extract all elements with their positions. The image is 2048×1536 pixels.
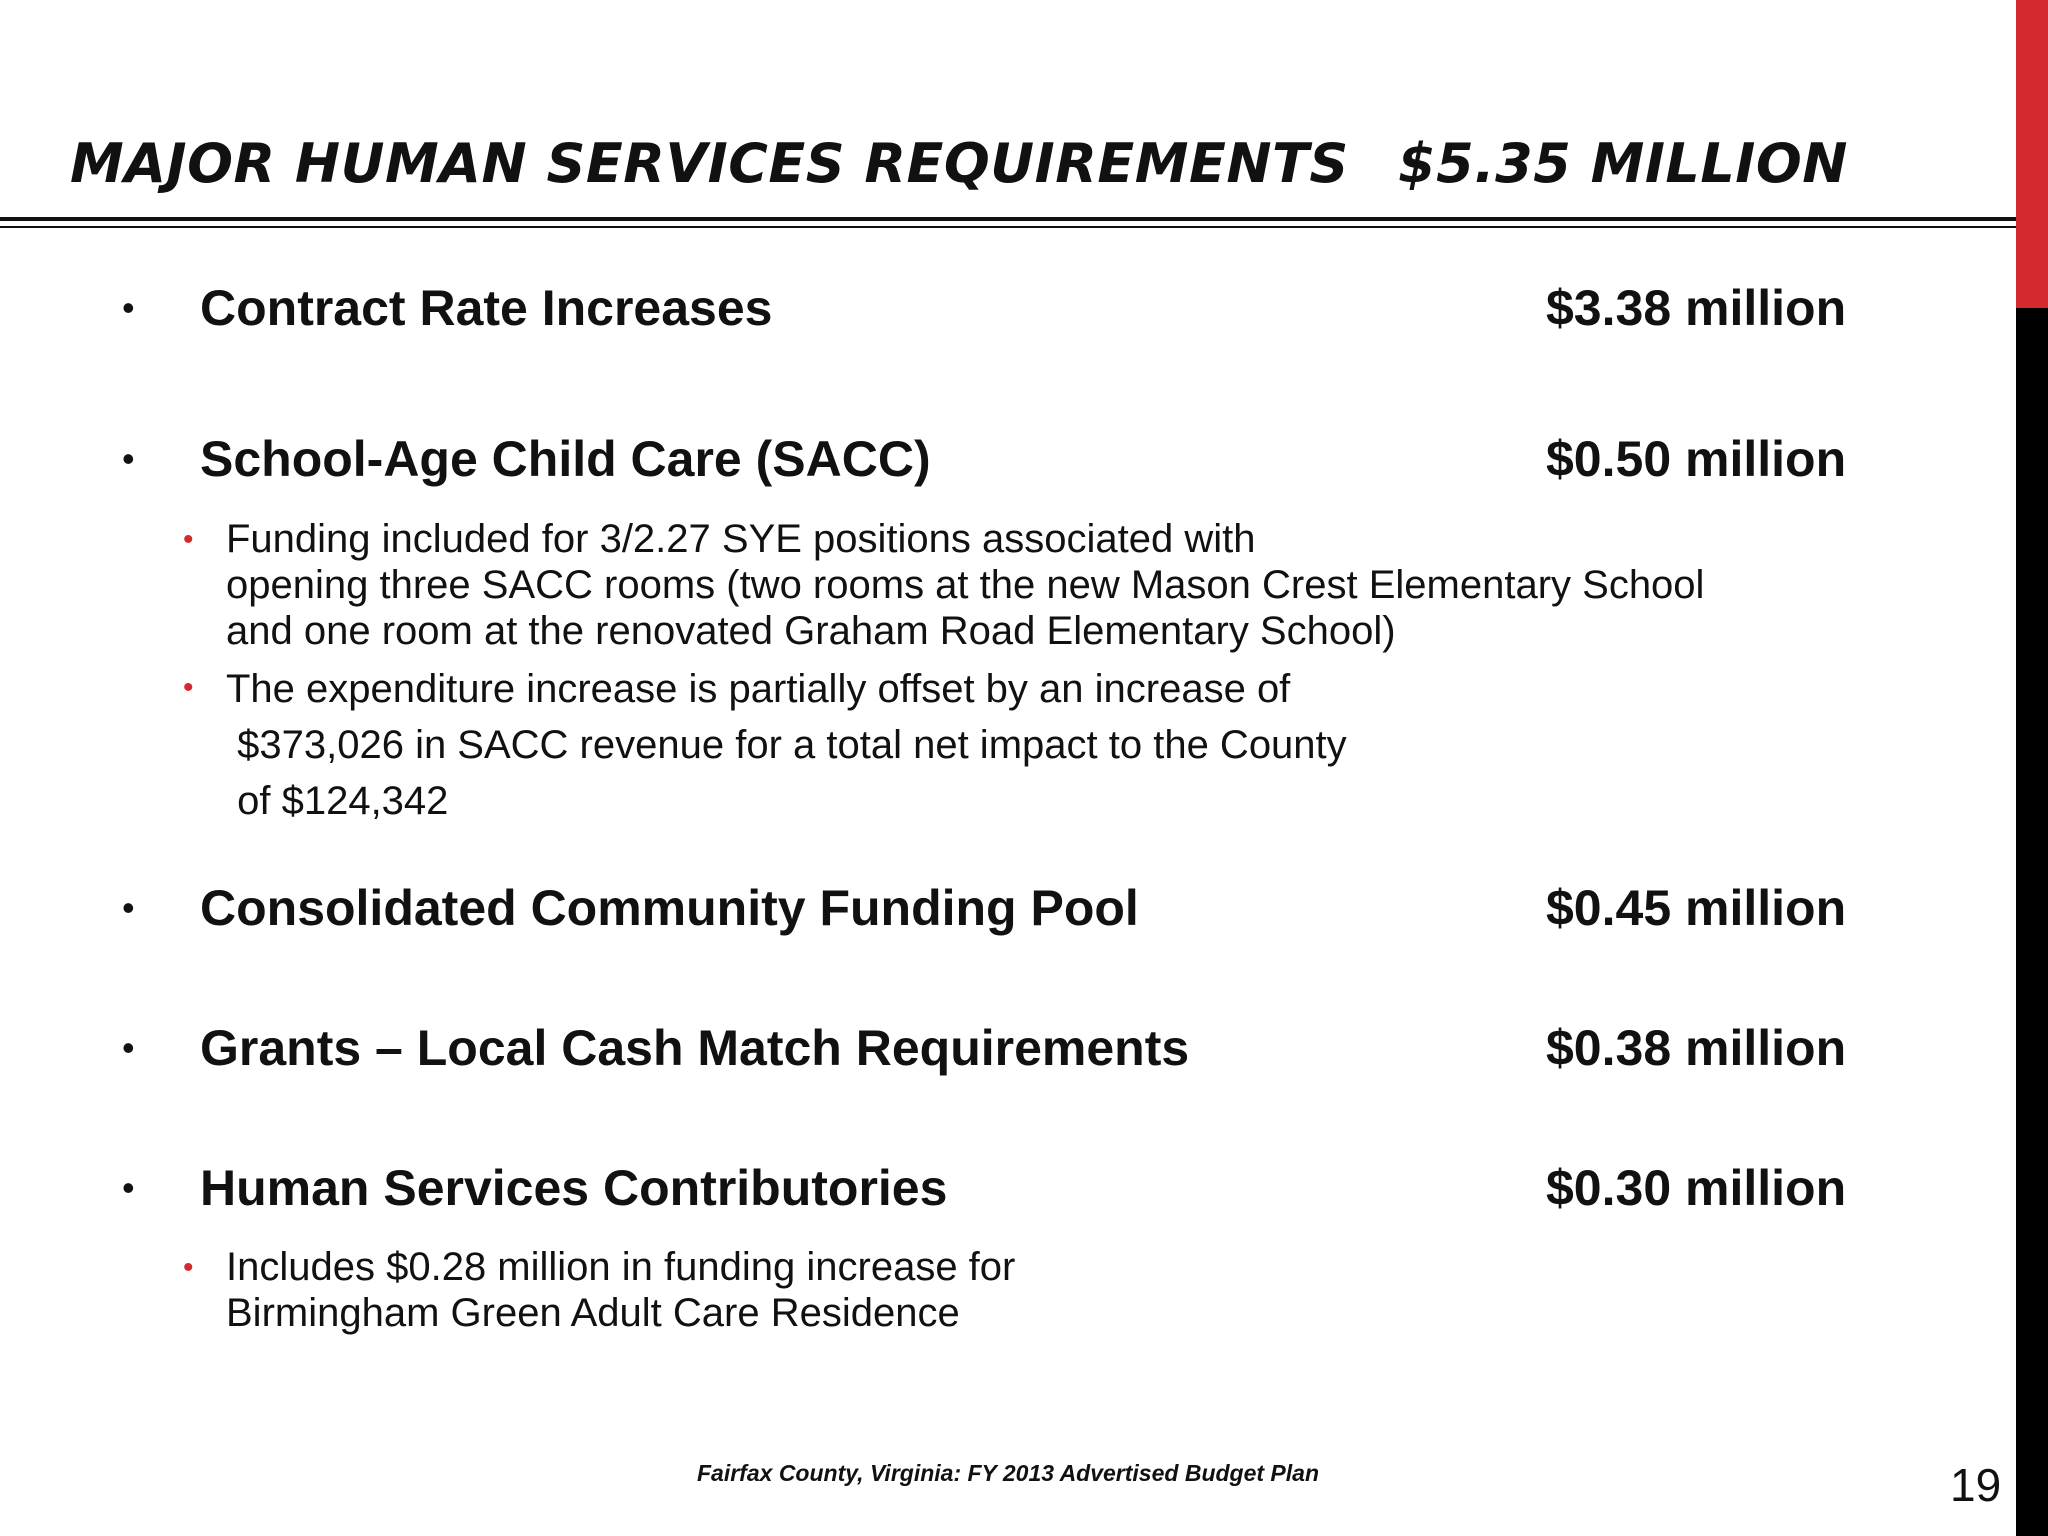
sacc-detail-offset: The expenditure increase is partially offset by an increase of $373,026 in SACC revenue for a total net impact to the County of $124,342 <box>226 667 1347 823</box>
slide-footer: Fairfax County, Virginia: FY 2013 Advertised Budget Plan <box>697 1460 1319 1486</box>
bullet: • <box>122 887 135 928</box>
bullet: • <box>122 1027 135 1068</box>
sub-bullet: • <box>183 523 194 556</box>
title-divider-thin <box>0 226 2016 228</box>
page-number: 19 <box>1950 1459 2002 1511</box>
item-amount-sacc: $0.50 million <box>1546 431 1847 487</box>
side-bar-accent-black <box>2016 308 2048 1536</box>
title-divider-thick <box>0 217 2016 221</box>
sacc-detail-positions: Funding included for 3/2.27 SYE positions associated with opening three SACC rooms (two rooms at the new Mason Crest Elementary School and one room at the renovated Graham Road Elementary School) <box>226 517 1705 653</box>
sub-bullet: • <box>183 671 194 704</box>
item-label-sacc: School-Age Child Care (SACC) <box>200 431 931 487</box>
item-label-grants: Grants – Local Cash Match Requirements <box>200 1020 1190 1076</box>
bullet: • <box>122 1167 135 1208</box>
slide-title: MAJOR HUMAN SERVICES REQUIREMENTS <box>70 132 1349 195</box>
sub-bullet: • <box>183 1251 194 1284</box>
bullet: • <box>122 287 135 328</box>
item-amount-ccfp: $0.45 million <box>1546 880 1847 936</box>
item-label-contributories: Human Services Contributories <box>200 1160 948 1216</box>
slide-title-total: $5.35 MILLION <box>1398 132 1848 195</box>
side-bar-accent-red <box>2016 0 2048 308</box>
item-amount-contract-rate: $3.38 million <box>1546 280 1847 336</box>
item-label-ccfp: Consolidated Community Funding Pool <box>200 880 1139 936</box>
item-label-contract-rate: Contract Rate Increases <box>200 280 773 336</box>
bullet: • <box>122 438 135 479</box>
item-amount-grants: $0.38 million <box>1546 1020 1847 1076</box>
contributories-detail: Includes $0.28 million in funding increase for Birmingham Green Adult Care Residence <box>226 1245 1016 1335</box>
item-amount-contributories: $0.30 million <box>1546 1160 1847 1216</box>
